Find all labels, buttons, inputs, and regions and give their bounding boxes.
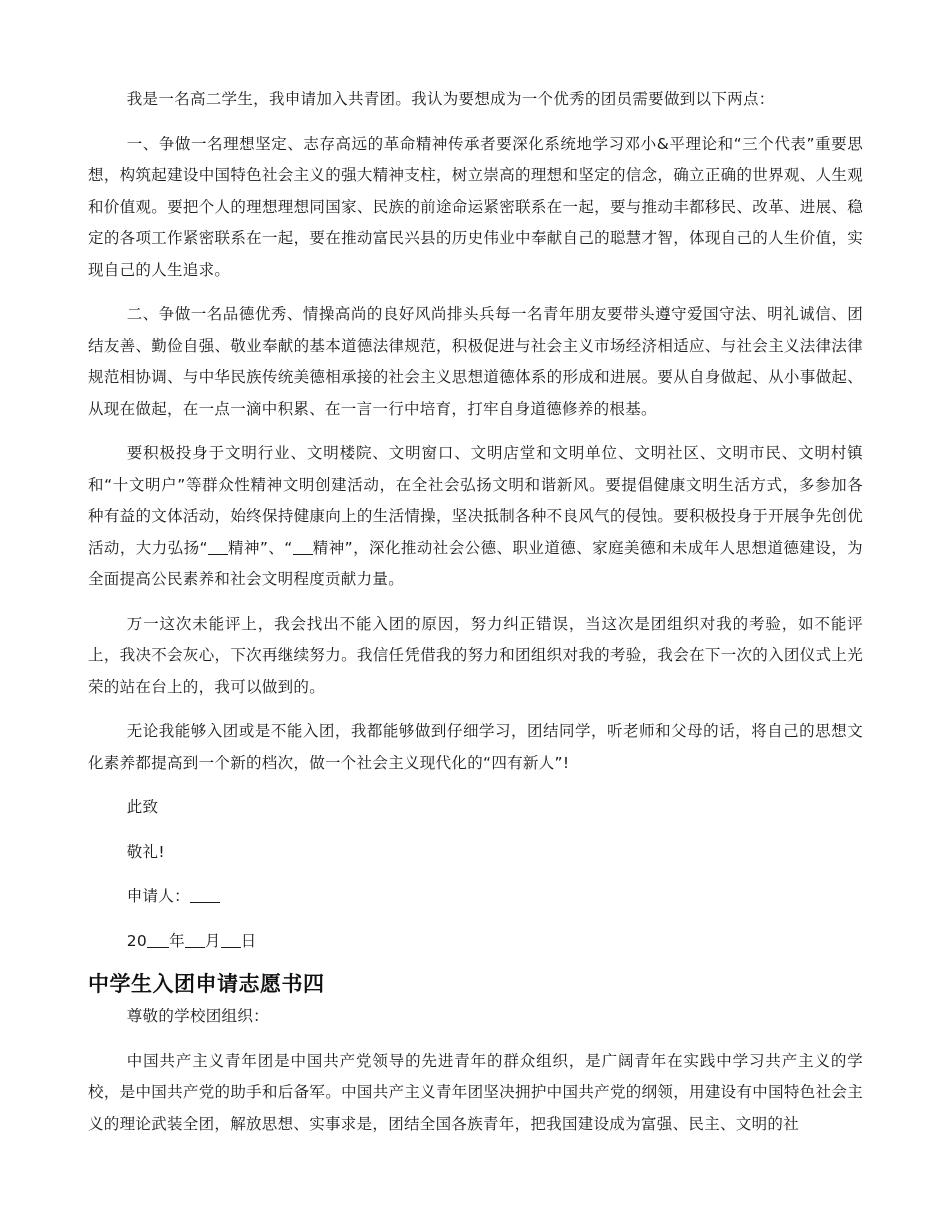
document-page (88, 0, 863, 1140)
intro-paragraph: 我是一名高二学生，我申请加入共青团。我认为要想成为一个优秀的团员需要做到以下两点： (126, 90, 775, 108)
league-intro-paragraph: 中国共产主义青年团是中国共产党领导的先进青年的群众组织，是广阔青年在实践中学习共产主义的学校，是中国共产党的助手和后备军。中国共产主义青年团坚决拥护中国共产党的纲领，用建设有中国特色社会主义的理论武装全团，解放思想、实事求是，团结全国各族青年，把我国建设成为富强、民主、文明的社 (88, 1051, 863, 1133)
civilization-text-part2: ”，深化推动社会公德、职业道德、家庭美德和未成年人思想道德建设，为全面提高公民素养和社会文明程度贡献力量。 (88, 538, 863, 588)
blank-underline (208, 536, 228, 555)
commitment-paragraph: 无论我能够入团或是不能入团，我都能够做到仔细学习，团结同学，听老师和父母的话，将自己的思想文化素养都提高到一个新的档次，做一个社会主义现代化的“四有新人”! (88, 722, 863, 772)
applicant-label: 申请人： (126, 887, 190, 905)
civilization-text-part1: 要积极投身于文明行业、文明楼院、文明窗口、文明店堂和文明单位、文明社区、文明市民、文明村镇和“十文明户”等群众性精神文明创建活动，在全社会弘扬文明和谐新风。要提倡健康文明生活方式，多参加各种有益的文体活动，始终保持健康向上的生活情操，坚决抵制各种不良风气的侵蚀。要积极投身于开展争先创优活动，大力弘扬“ (88, 444, 863, 557)
closing-salute: 此致 (126, 798, 159, 816)
blank-underline (293, 536, 313, 555)
point-one-paragraph: 一、争做一名理想坚定、志存高远的革命精神传承者要深化系统地学习邓小&平理论和“三个代表”重要思想，构筑起建设中国特色社会主义的强大精神支柱，树立崇高的理想和坚定的信念，确立正确的世界观、人生观和价值观。要把个人的理想理想同国家、民族的前途命运紧密联系在一起，要与推动丰都移民、改革、进展、稳定的各项工作紧密联系在一起，要在推动富民兴县的历史伟业中奉献自己的聪慧才智，体现自己的人生价值，实现自己的人生追求。 (88, 134, 863, 279)
section-heading: 中学生入团申请志愿书四 (88, 972, 325, 996)
spirit-word: 精神 (312, 538, 345, 557)
quote-separator: ”、“ (259, 538, 293, 557)
month-blank (185, 929, 205, 948)
date-month-label: 月 (204, 931, 221, 950)
point-two-paragraph: 二、争做一名品德优秀、情操高尚的良好风尚排头兵每一名青年朋友要带头遵守爱国守法、明礼诚信、团结友善、勤俭自强、敬业奉献的基本道德法律规范，积极促进与社会主义市场经济相适应、与社会主义法律法律规范相协调、与中华民族传统美德相承接的社会主义思想道德体系的形成和进展。要从自身做起、从小事做起、从现在做起，在一点一滴中积累、在一言一行中培育，打牢自身道德修养的根基。 (88, 305, 863, 418)
applicant-blank (190, 884, 220, 903)
year-blank (147, 929, 169, 948)
day-blank (221, 929, 241, 948)
applicant-line (88, 881, 863, 913)
civilization-paragraph (88, 438, 863, 596)
date-day-label: 日 (240, 931, 257, 950)
retry-paragraph: 万一这次未能评上，我会找出不能入团的原因，努力纠正错误，当这次是团组织对我的考验，如不能评上，我决不会灰心，下次再继续努力。我信任凭借我的努力和团组织对我的考验，我会在下一次的入团仪式上光荣的站在台上的，我可以做到的。 (88, 614, 863, 696)
spirit-word: 精神 (227, 538, 260, 557)
date-year-label: 年 (169, 931, 185, 950)
date-line (88, 926, 863, 958)
closing-regards: 敬礼! (126, 842, 165, 861)
date-prefix: 20 (126, 931, 148, 950)
salutation: 尊敬的学校团组织： (126, 1007, 269, 1025)
